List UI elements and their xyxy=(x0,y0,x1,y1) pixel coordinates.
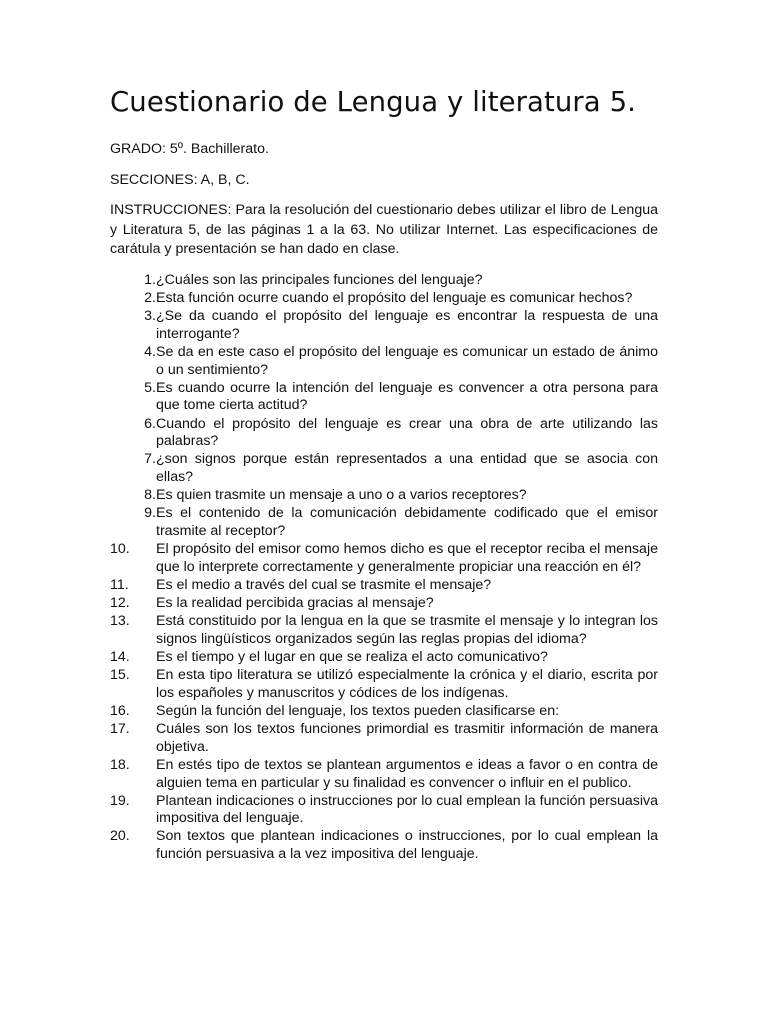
question-item-9 xyxy=(110,505,658,540)
question-item-16 xyxy=(110,703,658,721)
question-text: Cuando el propósito del lenguaje es crear una obra de arte utilizando las palabras? xyxy=(156,415,658,450)
question-number: 4. xyxy=(144,343,156,360)
question-text: ¿Cuáles son las principales funciones del lenguaje? xyxy=(156,271,483,288)
question-number: 3. xyxy=(144,308,156,325)
instructions-paragraph: INSTRUCCIONES: Para la resolución del cuestionario debes utilizar el libro de Lengua y Literatura 5, de las páginas 1 a la 63. No utilizar Internet. Las especificaciones de carátula y presentación se han dado en clase. xyxy=(110,202,658,258)
question-item-14 xyxy=(110,649,658,667)
question-item-5 xyxy=(110,380,658,415)
question-text: El propósito del emisor como hemos dicho es que el receptor reciba el mensaje que lo interprete correctamente y generalmente propiciar una reacción en él? xyxy=(156,541,658,575)
question-text: Según la función del lenguaje, los textos pueden clasificarse en: xyxy=(156,702,560,719)
question-text: Plantean indicaciones o instrucciones por lo cual emplean la función persuasiva impositiva del lenguaje. xyxy=(156,792,658,827)
question-number: 16. xyxy=(110,702,130,719)
question-number: 18. xyxy=(110,756,130,773)
question-number: 9. xyxy=(144,505,156,522)
question-item-11 xyxy=(110,577,658,595)
question-item-6 xyxy=(110,416,658,451)
question-number: 8. xyxy=(144,487,156,504)
question-text: ¿Se da cuando el propósito del lenguaje es encontrar la respuesta de una interrogante? xyxy=(156,308,658,342)
question-item-10 xyxy=(110,541,658,576)
question-text: Está constituido por la lengua en la que se trasmite el mensaje y lo integran los signos lingüísticos organizados según las reglas propias del idioma? xyxy=(156,613,658,647)
question-number: 17. xyxy=(110,721,130,738)
document-title: Cuestionario de Lengua y literatura 5. xyxy=(110,86,637,118)
question-text: Es el contenido de la comunicación debidamente codificado que el emisor trasmite al receptor? xyxy=(156,505,658,539)
question-item-17 xyxy=(110,721,658,756)
question-text: Esta función ocurre cuando el propósito del lenguaje es comunicar hechos? xyxy=(156,289,633,306)
question-text: Es la realidad percibida gracias al mensaje? xyxy=(156,595,434,611)
question-number: 2. xyxy=(144,289,156,306)
question-item-12 xyxy=(110,595,658,613)
question-number: 12. xyxy=(110,595,130,611)
question-text: Es el medio a través del cual se trasmite el mensaje? xyxy=(156,576,492,593)
question-item-8 xyxy=(110,487,658,505)
document-page xyxy=(110,84,658,864)
question-number: 5. xyxy=(144,379,156,396)
question-text: Cuáles son los textos funciones primordial es trasmitir información de manera objetiva. xyxy=(156,721,658,755)
question-number: 19. xyxy=(110,792,130,809)
question-text: Es el tiempo y el lugar en que se realiza el acto comunicativo? xyxy=(156,648,548,665)
sections-line: SECCIONES: A, B, C. xyxy=(110,172,250,188)
question-text: Es cuando ocurre la intención del lenguaje es convencer a otra persona para que tome cierta actitud? xyxy=(156,379,658,414)
question-item-18 xyxy=(110,757,658,792)
question-number: 7. xyxy=(144,451,156,468)
question-item-1 xyxy=(110,272,658,290)
question-number: 6. xyxy=(144,415,156,432)
question-number: 15. xyxy=(110,667,130,684)
question-list xyxy=(110,272,658,864)
grade-line: GRADO: 5º. Bachillerato. xyxy=(110,141,269,157)
question-number: 11. xyxy=(110,576,129,593)
question-text: Se da en este caso el propósito del lenguaje es comunicar un estado de ánimo o un sentimiento? xyxy=(156,343,658,378)
question-item-15 xyxy=(110,667,658,702)
question-text: En estés tipo de textos se plantean argumentos e ideas a favor o en contra de alguien tema en particular y su finalidad es convencer o influir en el publico. xyxy=(156,756,658,791)
question-item-4 xyxy=(110,344,658,379)
question-item-7 xyxy=(110,451,658,486)
question-text: Es quien trasmite un mensaje a uno o a varios receptores? xyxy=(156,487,527,504)
question-item-3 xyxy=(110,308,658,343)
question-number: 1. xyxy=(144,271,156,288)
question-text: ¿son signos porque están representados a una entidad que se asocia con ellas? xyxy=(156,451,658,485)
question-item-13 xyxy=(110,613,658,648)
question-item-2 xyxy=(110,290,658,308)
question-number: 14. xyxy=(110,648,130,665)
question-number: 20. xyxy=(110,828,130,845)
question-text: En esta tipo literatura se utilizó especialmente la crónica y el diario, escrita por los españoles y manuscritos y códices de los indígenas. xyxy=(156,667,658,701)
question-number: 10. xyxy=(110,541,130,558)
question-text: Son textos que plantean indicaciones o instrucciones, por lo cual emplean la función persuasiva a la vez impositiva del lenguaje. xyxy=(156,828,658,863)
question-item-20 xyxy=(110,828,658,863)
question-number: 13. xyxy=(110,613,130,630)
question-item-19 xyxy=(110,793,658,828)
